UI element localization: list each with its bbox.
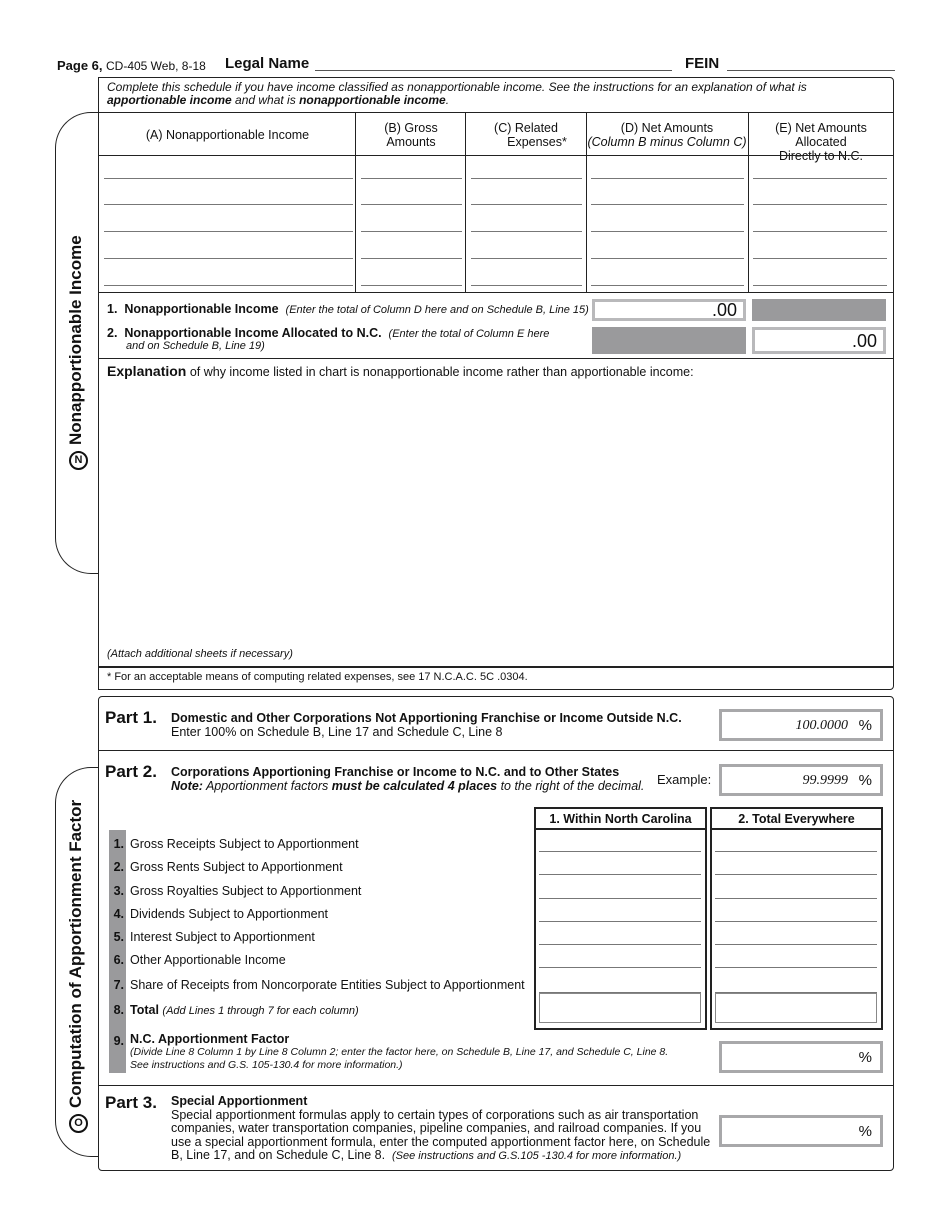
divider — [355, 112, 356, 292]
part-3-special-factor-input[interactable]: % — [719, 1115, 883, 1147]
entry-cell-row2-colE[interactable] — [753, 204, 887, 205]
entry-cell-row3-colE[interactable] — [753, 231, 887, 232]
entry-cell-row1-colB[interactable] — [361, 178, 462, 179]
line-1-shaded-cell — [752, 299, 886, 321]
divider — [98, 666, 894, 668]
entry-cell-row5-colC[interactable] — [471, 285, 582, 286]
line-8-total-everywhere-input[interactable] — [715, 993, 877, 1023]
divider — [98, 155, 894, 156]
entry-cell-row1-colD[interactable] — [591, 178, 744, 179]
line-6-number: 6. — [109, 953, 126, 967]
entry-cell-row4-colE[interactable] — [753, 258, 887, 259]
line-8-within-nc-input[interactable] — [539, 993, 701, 1023]
line-1-net-amount-input[interactable]: .00 — [592, 299, 746, 321]
line-2-allocated-input[interactable]: .00 — [752, 327, 886, 354]
line-5-label: Interest Subject to Apportionment — [130, 930, 315, 944]
attach-note: (Attach additional sheets if necessary) — [107, 648, 293, 660]
divider — [586, 112, 587, 292]
line-2-number: 2. — [109, 860, 126, 874]
legal-name-label: Legal Name — [225, 55, 310, 72]
divider — [465, 112, 466, 292]
divider — [748, 112, 749, 292]
line-3-within-nc-input[interactable] — [539, 898, 701, 899]
line-4-label: Dividends Subject to Apportionment — [130, 907, 329, 921]
line-9-number: 9. — [109, 1034, 126, 1048]
form-id: CD-405 Web, 8-18 — [106, 59, 206, 73]
fein-label: FEIN — [685, 55, 720, 72]
entry-cell-row3-colC[interactable] — [471, 231, 582, 232]
schedule-o-letter-icon: O — [69, 1114, 88, 1133]
line-6-label: Other Apportionable Income — [130, 953, 286, 967]
legal-name-field[interactable] — [315, 70, 672, 71]
part-1-text: Domestic and Other Corporations Not Apportioning Franchise or Income Outside N.C. Enter 100% on Schedule B, Line 17 and Schedule C, Line 8 — [171, 711, 682, 739]
example-factor-field: 99.9999 % — [719, 764, 883, 796]
line-9-text: N.C. Apportionment Factor (Divide Line 8 Column 1 by Line 8 Column 2; enter the factor here, on Schedule B, Line 17, and Schedule C, Line 8. See instructions and G.S. 105-130.4 for more information.) — [130, 1032, 669, 1071]
entry-cell-row2-colA[interactable] — [104, 204, 353, 205]
schedule-n-intro: Complete this schedule if you have income classified as nonapportionable income. See the instructions for an explanation of what is apportionable income and what is nonapportionable income. — [107, 80, 807, 107]
line-3-number: 3. — [109, 884, 126, 898]
line-6-total-everywhere-input[interactable] — [715, 967, 877, 968]
line-4-number: 4. — [109, 907, 126, 921]
line-3-total-everywhere-input[interactable] — [715, 898, 877, 899]
entry-cell-row4-colC[interactable] — [471, 258, 582, 259]
part-2-label: Part 2. — [105, 762, 157, 781]
line-4-within-nc-input[interactable] — [539, 921, 701, 922]
entry-cell-row3-colB[interactable] — [361, 231, 462, 232]
fein-field[interactable] — [727, 70, 895, 71]
explanation-heading: Explanation of why income listed in chart is nonapportionable income rather than apportionable income: — [107, 363, 694, 379]
entry-cell-row1-colE[interactable] — [753, 178, 887, 179]
footnote: * For an acceptable means of computing related expenses, see 17 N.C.A.C. 5C .0304. — [107, 671, 528, 683]
line-1-total-everywhere-input[interactable] — [715, 851, 877, 852]
divider — [534, 828, 707, 830]
entry-cell-row3-colD[interactable] — [591, 231, 744, 232]
line-5-within-nc-input[interactable] — [539, 944, 701, 945]
explanation-textarea[interactable] — [104, 383, 888, 643]
line-7-number: 7. — [109, 978, 126, 992]
divider — [98, 292, 894, 293]
line-2-total-everywhere-input[interactable] — [715, 874, 877, 875]
page-number: Page 6, — [57, 58, 103, 73]
line-3-label: Gross Royalties Subject to Apportionment — [130, 884, 362, 898]
entry-cell-row4-colA[interactable] — [104, 258, 353, 259]
part-3-text: Special Apportionment Special apportionment formulas apply to certain types of corporations such as air transportation companies, water transportation companies, pipeline companies, and railroad companies. If you use a special apportionment formula, enter the computed apportionment factor here, on Schedule B, Line 17, and on Schedule C, Line 8. (See instructions and G.S.105 -130.4 for more information.) — [171, 1094, 711, 1162]
entry-cell-row1-colA[interactable] — [104, 178, 353, 179]
divider — [98, 112, 894, 113]
line-2-within-nc-input[interactable] — [539, 874, 701, 875]
schedule-n-tab-title: NNonapportionable Income — [66, 235, 88, 470]
entry-cell-row5-colE[interactable] — [753, 285, 887, 286]
line-8-number: 8. — [109, 1003, 126, 1017]
line-1-within-nc-input[interactable] — [539, 851, 701, 852]
entry-cell-row2-colC[interactable] — [471, 204, 582, 205]
divider — [98, 358, 894, 359]
col-d-header: (D) Net Amounts (Column B minus Column C) — [587, 121, 747, 149]
line-5-number: 5. — [109, 930, 126, 944]
divider — [98, 750, 894, 751]
col-b-header: (B) Gross Amounts — [384, 121, 438, 149]
schedule-n-letter-icon: N — [69, 451, 88, 470]
part-1-label: Part 1. — [105, 708, 157, 727]
line-2: 2. Nonapportionable Income Allocated to N.C. (Enter the total of Column E here and on Schedule B, Line 19) — [107, 326, 550, 352]
entry-cell-row5-colB[interactable] — [361, 285, 462, 286]
line-1: 1. Nonapportionable Income (Enter the total of Column D here and on Schedule B, Line 15) — [107, 302, 589, 316]
col-c-header: (C) Related Expenses* — [494, 121, 567, 149]
line-5-total-everywhere-input[interactable] — [715, 944, 877, 945]
page-header — [57, 55, 895, 75]
divider — [710, 828, 883, 830]
entry-cell-row5-colD[interactable] — [591, 285, 744, 286]
entry-cell-row5-colA[interactable] — [104, 285, 353, 286]
line-1-label: Gross Receipts Subject to Apportionment — [130, 837, 359, 851]
line-8-label: Total (Add Lines 1 through 7 for each column) — [130, 1003, 359, 1017]
col-total-everywhere-header: 2. Total Everywhere — [738, 812, 855, 826]
part-1-factor-input[interactable]: 100.0000 % — [719, 709, 883, 741]
schedule-o-tab-title: OComputation of Apportionment Factor — [66, 800, 88, 1133]
line-4-total-everywhere-input[interactable] — [715, 921, 877, 922]
entry-cell-row4-colD[interactable] — [591, 258, 744, 259]
line-2-shaded-cell — [592, 327, 746, 354]
example-label: Example: — [657, 772, 712, 787]
col-within-nc-header: 1. Within North Carolina — [549, 812, 692, 826]
line-1-number: 1. — [109, 837, 126, 851]
line-6-within-nc-input[interactable] — [539, 967, 701, 968]
entry-cell-row2-colD[interactable] — [591, 204, 744, 205]
col-a-header: (A) Nonapportionable Income — [145, 128, 310, 142]
part-3-label: Part 3. — [105, 1093, 157, 1112]
entry-cell-row1-colC[interactable] — [471, 178, 582, 179]
line-9-apportionment-factor-input[interactable]: % — [719, 1041, 883, 1073]
part-2-text: Corporations Apportioning Franchise or Income to N.C. and to Other States Note: Apportionment factors must be calculated 4 places to the right of the decimal. — [171, 765, 645, 793]
entry-cell-row4-colB[interactable] — [361, 258, 462, 259]
entry-cell-row3-colA[interactable] — [104, 231, 353, 232]
entry-cell-row2-colB[interactable] — [361, 204, 462, 205]
col-e-header: (E) Net Amounts Allocated Directly to N.C. — [775, 121, 867, 163]
line-7-label: Share of Receipts from Noncorporate Entities Subject to Apportionment — [130, 978, 525, 992]
divider — [98, 1085, 894, 1086]
line-2-label: Gross Rents Subject to Apportionment — [130, 860, 343, 874]
